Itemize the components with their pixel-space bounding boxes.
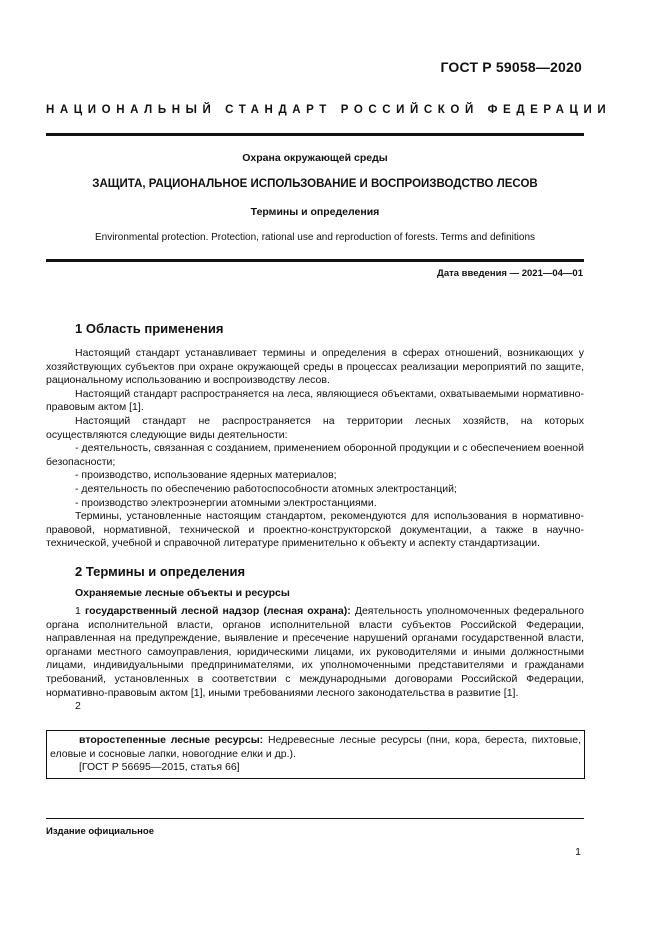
term-1: [46, 605, 584, 714]
national-standard-title: НАЦИОНАЛЬНЫЙ СТАНДАРТ РОССИЙСКОЙ ФЕДЕРАЦИИ: [46, 104, 612, 116]
term-2-entry: [50, 734, 581, 761]
list-item: - деятельность по обеспечению работоспособности атомных электростанций;: [75, 482, 457, 495]
term-source: [ГОСТ Р 56695—2015, статья 66]: [79, 761, 240, 774]
term-definition: Деятельность уполномоченных федерального органа исполнительной власти, органов исполнительной власти субъектов Российской Федерации, направленная на предупреждение, выявление и пресечение нарушений органами государственной власти, органами местного самоуправления, юридическими лицами, их руководителями и иными должностными лицами, индивидуальными предпринимателями, их уполномоченными представителями и гражданами требований, установленных в соответствии с международными договорами Российской Федерации, нормативно-правовым актом [1], иными требованиями лесного законодательства в развитие [1].: [46, 605, 584, 699]
title-line-3: Термины и определения: [250, 206, 380, 218]
paragraph: Настоящий стандарт устанавливает термины и определения в сферах отношений, возникающих у хозяйствующих субъектов при охране окружающей среды в процессах реализации мероприятий по защите, рациональному использованию и воспроизводству лесов.: [46, 347, 584, 387]
section-1-body: [46, 347, 584, 551]
edition-note: Издание официальное: [46, 826, 154, 837]
footer-rule: [46, 818, 584, 819]
title-line-2: ЗАЩИТА, РАЦИОНАЛЬНОЕ ИСПОЛЬЗОВАНИЕ И ВОСПРОИЗВОДСТВО ЛЕСОВ: [92, 178, 538, 190]
section-2-heading: 2 Термины и определения: [75, 564, 246, 579]
introduction-date: Дата введения — 2021—04—01: [437, 268, 583, 279]
page-number: 1: [575, 846, 581, 858]
title-line-1: Охрана окружающей среды: [242, 152, 388, 164]
term-name: государственный лесной надзор (лесная охрана):: [84, 605, 351, 617]
header-rule: [46, 133, 584, 136]
list-item: - производство, использование ядерных материалов;: [75, 469, 337, 482]
list-item: - производство электроэнергии атомными электростанциями.: [75, 496, 377, 509]
term-definition: Недревесные лесные ресурсы (пни, кора, береста, пихтовые, еловые и сосновые лапки, новогодние елки и др.).: [50, 734, 581, 760]
term-1-entry: [46, 605, 584, 700]
term-2-number: 2: [75, 700, 81, 713]
english-title: Environmental protection. Protection, rational use and reproduction of forests. Terms and definitions: [94, 232, 536, 243]
term-2-box: [46, 730, 585, 779]
list-item: - деятельность, связанная с созданием, применением оборонной продукции и с обеспечением военной безопасности;: [46, 442, 584, 468]
section-2-subheading: Охраняемые лесные объекты и ресурсы: [75, 587, 290, 599]
paragraph: Настоящий стандарт не распространяется на территории лесных хозяйств, на которых осуществляются следующие виды деятельности:: [46, 414, 584, 441]
term-name: второстепенные лесные ресурсы:: [79, 734, 264, 746]
title-rule: [46, 259, 584, 262]
section-1-heading: 1 Область применения: [75, 321, 224, 336]
gost-number: ГОСТ Р 59058—2020: [440, 59, 582, 75]
term-number: 1: [75, 605, 81, 617]
paragraph: Термины, установленные настоящим стандартом, рекомендуются для использования в нормативно-правовой, нормативной, технической и проектно-конструкторской документации, а также в научно-технической, учебной и справочной литературе применительно к объекту и аспекту стандартизации.: [46, 510, 584, 550]
paragraph: Настоящий стандарт распространяется на леса, являющиеся объектами, охватываемыми нормативно-правовым актом [1].: [46, 387, 584, 414]
